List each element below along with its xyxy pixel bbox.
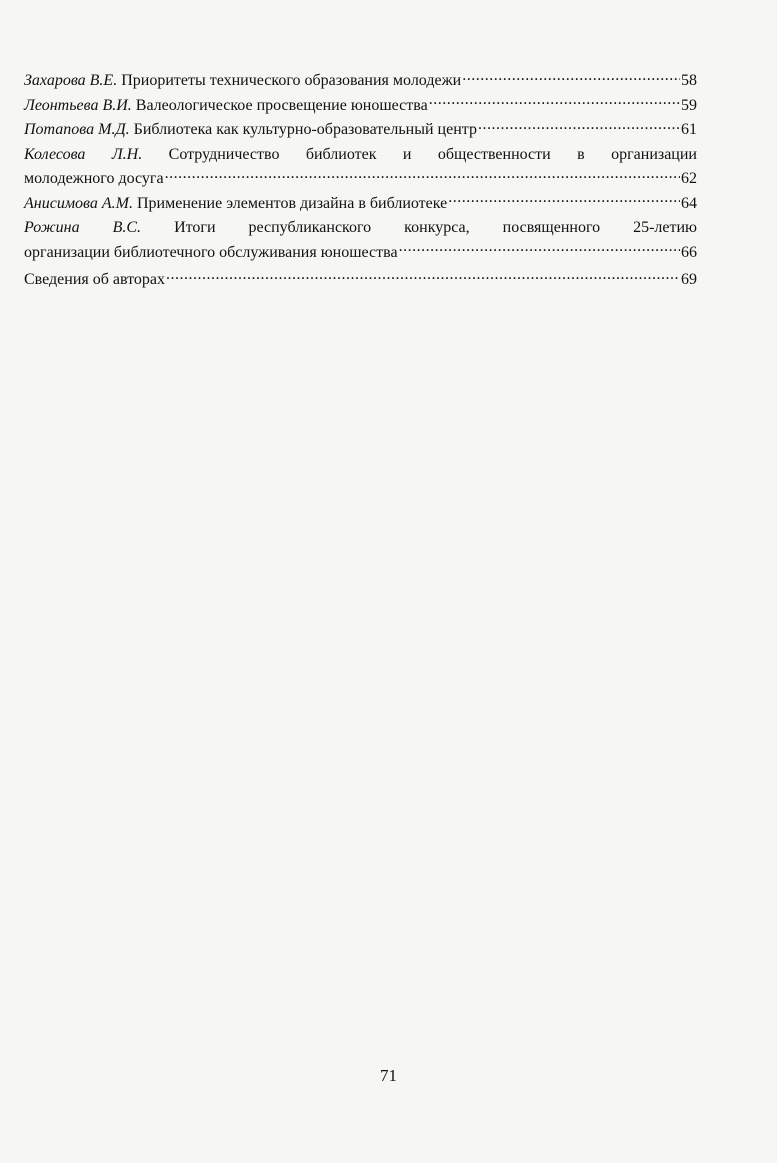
toc-author: Потапова М.Д. [24,121,130,138]
toc-title-line-1: Сотрудничество библиотек и общественности в организации [168,145,697,163]
toc-title-line-1: Итоги республиканского конкурса, посвященного 25-летию [174,219,698,236]
toc-entry-kolesova [24,143,697,192]
toc-page-number: 61 [681,121,697,138]
toc-leader-dots [478,118,680,134]
toc-page-number: 62 [681,170,697,187]
toc-page-number: 69 [681,271,697,288]
toc-leader-dots [448,192,680,208]
toc-title: Библиотека как культурно-образовательный центр [133,121,477,138]
toc-page-number: 58 [681,72,697,89]
toc-leader-dots [462,69,680,85]
toc-entry-rozhina [24,216,697,265]
toc-page-number: 64 [681,194,697,212]
toc-page-number: 66 [681,243,697,261]
toc-page-number: 59 [681,96,697,114]
toc-entry-potapova [24,118,697,143]
table-of-contents [24,69,697,293]
toc-author: Колесова Л.Н. [24,145,143,163]
toc-entry-anisimova [24,192,697,217]
toc-author: Анисимова А.М. [24,194,133,212]
toc-author: Захарова В.Е. [24,72,118,89]
toc-title: Применение элементов дизайна в библиотеке [136,194,448,212]
toc-leader-dots [165,167,680,183]
toc-author: Рожина В.С. [24,219,142,236]
toc-title-line-2: молодежного досуга [24,170,164,187]
toc-leader-dots [399,241,680,257]
toc-title: Сведения об авторах [24,271,166,288]
toc-leader-dots [429,94,680,110]
toc-title-line-2: организации библиотечного обслуживания юношества [24,243,398,261]
toc-leader-dots [166,268,680,284]
toc-author: Леонтьева В.И. [24,96,132,114]
toc-entry-authors-info [24,268,697,293]
toc-entry-zakharova [24,69,697,94]
toc-entry-leontieva [24,94,697,119]
toc-title: Приоритеты технического образования молодежи [121,72,462,89]
page-number: 71 [380,1066,397,1085]
toc-title: Валеологическое просвещение юношества [135,96,428,114]
